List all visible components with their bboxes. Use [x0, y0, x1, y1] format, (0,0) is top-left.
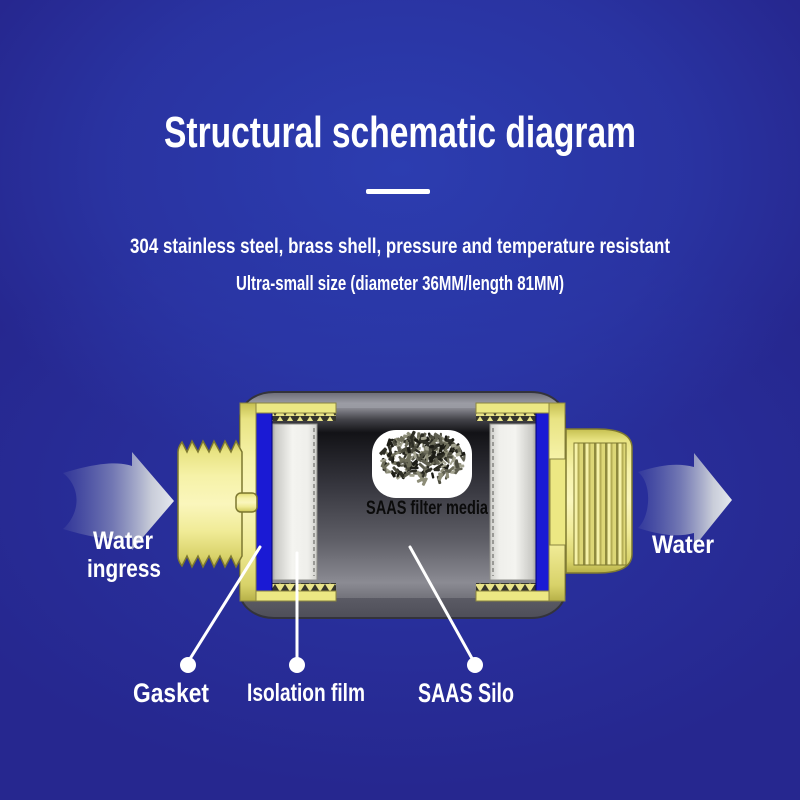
page-title: Structural schematic diagram: [164, 108, 636, 157]
subtitle-line-2: Ultra-small size (diameter 36MM/length 81MM): [236, 273, 564, 295]
divider-bar: [366, 189, 430, 194]
subtitle-line-1: 304 stainless steel, brass shell, pressure and temperature resistant: [130, 235, 670, 258]
callout-label-isolation-film: Isolation film: [247, 679, 365, 707]
outlet-thread-ribs: [574, 443, 626, 565]
callout-dot-isolation-film: [289, 657, 305, 673]
isolation-film-right: [490, 424, 536, 580]
inlet-label-line-2: ingress: [87, 555, 161, 583]
outlet-label: Water: [652, 531, 715, 559]
callout-label-saas-silo: SAAS Silo: [418, 678, 514, 708]
callout-dot-saas-silo: [467, 657, 483, 673]
callout-dot-gasket: [180, 657, 196, 673]
media-label: SAAS filter media: [366, 498, 489, 519]
isolation-film-left: [272, 424, 317, 580]
callout-label-gasket: Gasket: [133, 678, 210, 708]
inlet-nipple: [236, 493, 257, 512]
inlet-label-line-1: Water: [93, 527, 154, 555]
